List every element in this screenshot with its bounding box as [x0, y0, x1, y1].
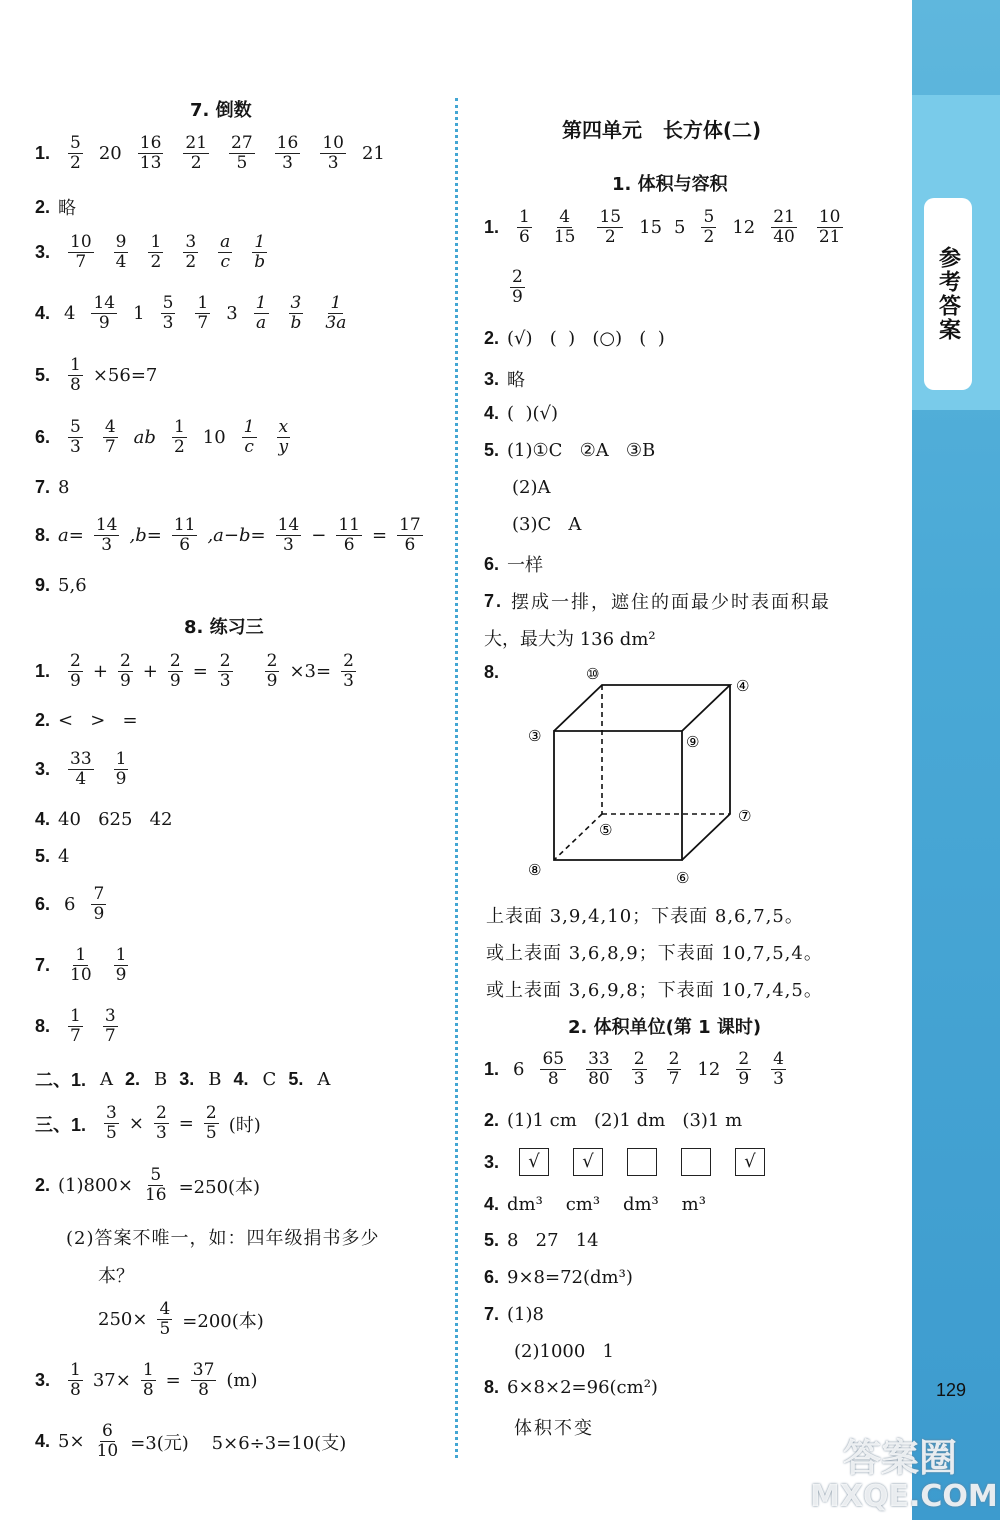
unit-title: 第四单元 长方体(二): [562, 118, 762, 142]
right-v7-part2: (2)1000 1: [514, 1341, 614, 1362]
check-box: √: [573, 1148, 603, 1176]
right-v3: 3. √ √ √: [484, 1148, 777, 1176]
left-san2-part2-cont: 本？: [98, 1266, 134, 1287]
left-p5: 5. 4: [35, 846, 70, 867]
section-title-1: 1. 体积与容积: [612, 174, 728, 195]
right-q8-ans2: 或上表面 3,6,8,9；下表面 10,7,5,4。: [486, 943, 823, 964]
section-title-8: 8. 练习三: [184, 617, 264, 638]
left-q2: 2. 略: [35, 196, 77, 219]
check-box: √: [735, 1148, 765, 1176]
right-q1: 1. $\frac{1}{6}$ $\frac{4}{15}$ $\frac{15}{2}$ 15 5 $\frac{5}{2}$ 12 $\frac{21}{40}$ $\frac{10}{21}$: [484, 207, 841, 247]
left-q1: 1. $\frac{5}{2}$ 20 $\frac{16}{13}$ $\frac{21}{2}$ $\frac{27}{5}$ $\frac{16}{3}$ $\frac{10}{3}$ 21: [35, 133, 385, 173]
right-q3: 3. 略: [484, 368, 526, 391]
left-san1: 三、1. $\frac{3}{5}$ × $\frac{2}{3}$ = $\frac{2}{5}$ (时): [35, 1103, 261, 1143]
right-v2: 2. (1)1 cm (2)1 dm (3)1 m: [484, 1110, 743, 1131]
right-v5: 5. 8 27 14: [484, 1230, 599, 1251]
right-v6: 6. 9×8=72(dm³): [484, 1267, 633, 1288]
column-divider: [455, 98, 458, 1458]
right-q4: 4. ( )(√): [484, 403, 559, 424]
right-q8-ans3: 或上表面 3,6,9,8；下表面 10,7,4,5。: [486, 980, 823, 1001]
cube-label-10: ⑩: [586, 665, 600, 683]
cube-label-8: ⑧: [528, 861, 542, 879]
right-v8-note: 体积不变: [514, 1418, 594, 1439]
answer-tab: [924, 198, 972, 390]
right-q1-cont: $\frac{2}{9}$: [512, 267, 523, 307]
left-p1: 1. $\frac{2}{9}$ + $\frac{2}{9}$ + $\frac{2}{9}$ = $\frac{2}{3}$ $\frac{2}{9}$ ×3= $\frac{2}{3}$: [35, 651, 354, 691]
left-q6: 6. $\frac{5}{3}$ $\frac{4}{7}$ ab $\frac{1}{2}$ 10 $\frac{1}{c}$ $\frac{x}{y}$: [35, 417, 289, 457]
answer-tab-label: 参考答案: [935, 246, 961, 342]
left-p2: 2. < > =: [35, 710, 138, 731]
right-v7: 7. (1)8: [484, 1304, 544, 1325]
section-title-7: 7. 倒数: [190, 100, 252, 121]
left-q7: 7. 8: [35, 477, 70, 498]
left-q4: 4. 4 $\frac{14}{9}$ 1 $\frac{5}{3}$ $\frac{1}{7}$ 3 $\frac{1}{a}$ $\frac{3}{b}$ $\frac{1}{3a}$: [35, 293, 347, 333]
check-box: √: [519, 1148, 549, 1176]
left-san3: 3. $\frac{1}{8}$ 37× $\frac{1}{8}$ = $\frac{37}{8}$ (m): [35, 1360, 258, 1400]
left-p8: 8. $\frac{1}{7}$ $\frac{3}{7}$: [35, 1006, 116, 1046]
left-san2-calc: 250× $\frac{4}{5}$ =200(本): [98, 1299, 264, 1339]
left-san2: 2. (1)800× $\frac{5}{16}$ =250(本): [35, 1165, 261, 1205]
cube-label-4: ④: [736, 677, 750, 695]
left-q5: 5. $\frac{1}{8}$ ×56=7: [35, 355, 158, 395]
check-box: [627, 1148, 657, 1176]
right-q8-ans1: 上表面 3,9,4,10；下表面 8,6,7,5。: [486, 906, 804, 927]
right-q5-part3: (3)C A: [512, 514, 582, 535]
left-q8: 8. a= $\frac{14}{3}$ ,b= $\frac{11}{6}$ ,a−b= $\frac{14}{3}$ − $\frac{11}{6}$ = $\frac{17}{6}$: [35, 515, 421, 555]
cube-label-3: ③: [528, 727, 542, 745]
check-box: [681, 1148, 711, 1176]
watermark-logo: 答案圈 MXQE.COM: [810, 1436, 998, 1514]
left-er: 二、1. A 2. B 3. B 4. C 5. A: [35, 1068, 331, 1090]
right-q7: 7. 摆成一排，遮住的面最少时表面积最: [484, 590, 832, 613]
left-p6: 6. 6 $\frac{7}{9}$: [35, 884, 105, 924]
page-number: 129: [936, 1380, 967, 1400]
cube-label-6: ⑥: [676, 869, 690, 887]
right-v4: 4. dm³ cm³ dm³ m³: [484, 1194, 706, 1215]
left-q3: 3. $\frac{10}{7}$ $\frac{9}{4}$ $\frac{1}{2}$ $\frac{3}{2}$ $\frac{a}{c}$ $\frac{1}{b}$: [35, 232, 266, 272]
cube-label-7: ⑦: [738, 807, 752, 825]
left-san4: 4. 5× $\frac{6}{10}$ =3(元) 5×6÷3=10(支): [35, 1421, 347, 1461]
left-san2-part2: (2)答案不唯一，如：四年级捐书多少: [66, 1228, 380, 1249]
cube-label-5: ⑤: [599, 821, 613, 839]
cube-diagram: [520, 655, 770, 895]
right-q8: 8.: [484, 662, 500, 682]
right-q5-part2: (2)A: [512, 477, 551, 498]
right-v1: 1. 6 $\frac{65}{8}$ $\frac{33}{80}$ $\frac{2}{3}$ $\frac{2}{7}$ 12 $\frac{2}{9}$ $\frac{4}{3}$: [484, 1049, 784, 1089]
right-q2: 2. (√) ( ) (○) ( ): [484, 328, 665, 349]
right-q7-cont: 大，最大为 136 dm²: [484, 629, 656, 650]
left-p3: 3. $\frac{33}{4}$ $\frac{1}{9}$: [35, 749, 127, 789]
right-q6: 6. 一样: [484, 553, 544, 576]
cube-label-9: ⑨: [686, 733, 700, 751]
left-p4: 4. 40 625 42: [35, 809, 173, 830]
section-title-2: 2. 体积单位(第 1 课时): [568, 1017, 762, 1038]
left-p7: 7. $\frac{1}{10}$ $\frac{1}{9}$: [35, 945, 127, 985]
right-v8: 8. 6×8×2=96(cm²): [484, 1377, 658, 1398]
right-q5: 5. (1)①C ②A ③B: [484, 440, 656, 461]
left-q9: 9. 5,6: [35, 575, 87, 596]
